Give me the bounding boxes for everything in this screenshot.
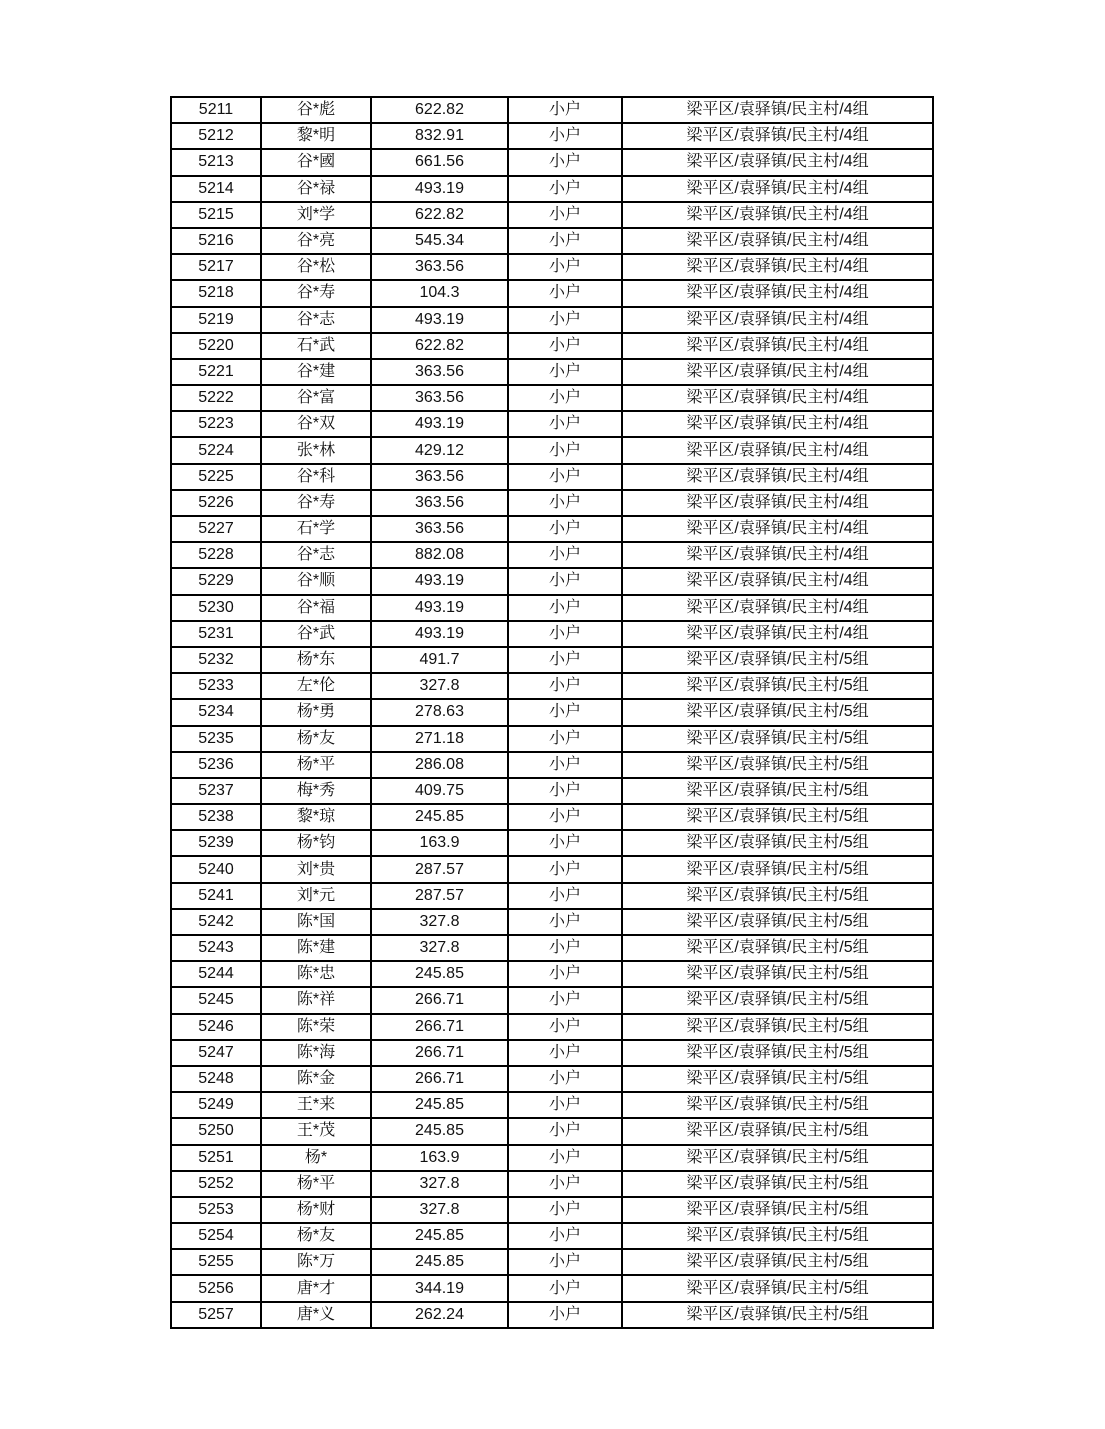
cell-household-type: 小户 bbox=[508, 909, 622, 935]
cell-address: 梁平区/袁驿镇/民主村/5组 bbox=[622, 830, 933, 856]
cell-amount: 363.56 bbox=[371, 254, 508, 280]
table-row bbox=[171, 647, 933, 673]
cell-amount: 327.8 bbox=[371, 935, 508, 961]
cell-household-type: 小户 bbox=[508, 1249, 622, 1275]
cell-household-type: 小户 bbox=[508, 359, 622, 385]
cell-address: 梁平区/袁驿镇/民主村/5组 bbox=[622, 1040, 933, 1066]
cell-household-type: 小户 bbox=[508, 542, 622, 568]
cell-amount: 622.82 bbox=[371, 97, 508, 123]
cell-address: 梁平区/袁驿镇/民主村/4组 bbox=[622, 97, 933, 123]
table-row bbox=[171, 961, 933, 987]
cell-household-type: 小户 bbox=[508, 437, 622, 463]
table-row bbox=[171, 568, 933, 594]
cell-serial-number: 5245 bbox=[171, 987, 261, 1013]
cell-serial-number: 5212 bbox=[171, 123, 261, 149]
table-row bbox=[171, 726, 933, 752]
cell-household-type: 小户 bbox=[508, 280, 622, 306]
cell-address: 梁平区/袁驿镇/民主村/4组 bbox=[622, 254, 933, 280]
cell-serial-number: 5240 bbox=[171, 856, 261, 882]
cell-household-type: 小户 bbox=[508, 1197, 622, 1223]
cell-household-type: 小户 bbox=[508, 411, 622, 437]
table-row bbox=[171, 1171, 933, 1197]
cell-address: 梁平区/袁驿镇/民主村/4组 bbox=[622, 411, 933, 437]
cell-serial-number: 5237 bbox=[171, 778, 261, 804]
cell-amount: 104.3 bbox=[371, 280, 508, 306]
cell-household-type: 小户 bbox=[508, 1145, 622, 1171]
cell-address: 梁平区/袁驿镇/民主村/5组 bbox=[622, 1092, 933, 1118]
cell-amount: 286.08 bbox=[371, 752, 508, 778]
cell-address: 梁平区/袁驿镇/民主村/4组 bbox=[622, 176, 933, 202]
cell-person-name: 陈*祥 bbox=[261, 987, 371, 1013]
cell-serial-number: 5253 bbox=[171, 1197, 261, 1223]
cell-person-name: 陈*建 bbox=[261, 935, 371, 961]
table-row bbox=[171, 1092, 933, 1118]
cell-household-type: 小户 bbox=[508, 961, 622, 987]
cell-household-type: 小户 bbox=[508, 673, 622, 699]
cell-person-name: 刘*贵 bbox=[261, 856, 371, 882]
table-row bbox=[171, 1197, 933, 1223]
cell-household-type: 小户 bbox=[508, 621, 622, 647]
cell-address: 梁平区/袁驿镇/民主村/5组 bbox=[622, 883, 933, 909]
cell-household-type: 小户 bbox=[508, 1171, 622, 1197]
cell-person-name: 唐*义 bbox=[261, 1302, 371, 1328]
table-row bbox=[171, 1066, 933, 1092]
cell-address: 梁平区/袁驿镇/民主村/4组 bbox=[622, 385, 933, 411]
cell-serial-number: 5215 bbox=[171, 202, 261, 228]
cell-household-type: 小户 bbox=[508, 752, 622, 778]
cell-address: 梁平区/袁驿镇/民主村/5组 bbox=[622, 1275, 933, 1301]
cell-amount: 493.19 bbox=[371, 307, 508, 333]
cell-serial-number: 5247 bbox=[171, 1040, 261, 1066]
cell-serial-number: 5249 bbox=[171, 1092, 261, 1118]
cell-amount: 622.82 bbox=[371, 202, 508, 228]
cell-serial-number: 5231 bbox=[171, 621, 261, 647]
cell-household-type: 小户 bbox=[508, 385, 622, 411]
cell-amount: 245.85 bbox=[371, 1249, 508, 1275]
cell-amount: 363.56 bbox=[371, 516, 508, 542]
cell-household-type: 小户 bbox=[508, 464, 622, 490]
table-row bbox=[171, 987, 933, 1013]
table-row bbox=[171, 621, 933, 647]
cell-address: 梁平区/袁驿镇/民主村/5组 bbox=[622, 1118, 933, 1144]
cell-serial-number: 5239 bbox=[171, 830, 261, 856]
cell-amount: 882.08 bbox=[371, 542, 508, 568]
table-row bbox=[171, 909, 933, 935]
cell-serial-number: 5236 bbox=[171, 752, 261, 778]
cell-serial-number: 5211 bbox=[171, 97, 261, 123]
cell-amount: 363.56 bbox=[371, 464, 508, 490]
cell-person-name: 刘*元 bbox=[261, 883, 371, 909]
cell-amount: 327.8 bbox=[371, 1171, 508, 1197]
cell-person-name: 谷*寿 bbox=[261, 490, 371, 516]
cell-household-type: 小户 bbox=[508, 883, 622, 909]
cell-serial-number: 5214 bbox=[171, 176, 261, 202]
table-row bbox=[171, 935, 933, 961]
table-row bbox=[171, 752, 933, 778]
cell-address: 梁平区/袁驿镇/民主村/5组 bbox=[622, 935, 933, 961]
cell-amount: 266.71 bbox=[371, 1014, 508, 1040]
cell-serial-number: 5238 bbox=[171, 804, 261, 830]
table-row bbox=[171, 437, 933, 463]
cell-amount: 661.56 bbox=[371, 149, 508, 175]
cell-address: 梁平区/袁驿镇/民主村/4组 bbox=[622, 202, 933, 228]
cell-serial-number: 5230 bbox=[171, 595, 261, 621]
cell-person-name: 唐*才 bbox=[261, 1275, 371, 1301]
cell-address: 梁平区/袁驿镇/民主村/4组 bbox=[622, 516, 933, 542]
cell-amount: 327.8 bbox=[371, 673, 508, 699]
cell-address: 梁平区/袁驿镇/民主村/5组 bbox=[622, 752, 933, 778]
cell-address: 梁平区/袁驿镇/民主村/5组 bbox=[622, 647, 933, 673]
cell-amount: 163.9 bbox=[371, 1145, 508, 1171]
cell-serial-number: 5220 bbox=[171, 333, 261, 359]
cell-amount: 363.56 bbox=[371, 385, 508, 411]
cell-amount: 327.8 bbox=[371, 1197, 508, 1223]
cell-serial-number: 5218 bbox=[171, 280, 261, 306]
cell-serial-number: 5242 bbox=[171, 909, 261, 935]
cell-household-type: 小户 bbox=[508, 202, 622, 228]
cell-amount: 493.19 bbox=[371, 411, 508, 437]
cell-household-type: 小户 bbox=[508, 935, 622, 961]
table-row bbox=[171, 1249, 933, 1275]
cell-amount: 344.19 bbox=[371, 1275, 508, 1301]
table-row bbox=[171, 490, 933, 516]
cell-person-name: 谷*武 bbox=[261, 621, 371, 647]
cell-household-type: 小户 bbox=[508, 176, 622, 202]
cell-amount: 545.34 bbox=[371, 228, 508, 254]
cell-address: 梁平区/袁驿镇/民主村/5组 bbox=[622, 673, 933, 699]
cell-household-type: 小户 bbox=[508, 830, 622, 856]
cell-household-type: 小户 bbox=[508, 1066, 622, 1092]
cell-amount: 278.63 bbox=[371, 699, 508, 725]
cell-address: 梁平区/袁驿镇/民主村/5组 bbox=[622, 961, 933, 987]
cell-person-name: 梅*秀 bbox=[261, 778, 371, 804]
cell-amount: 163.9 bbox=[371, 830, 508, 856]
table-row bbox=[171, 228, 933, 254]
cell-address: 梁平区/袁驿镇/民主村/4组 bbox=[622, 280, 933, 306]
cell-serial-number: 5246 bbox=[171, 1014, 261, 1040]
table-row bbox=[171, 411, 933, 437]
cell-serial-number: 5257 bbox=[171, 1302, 261, 1328]
table-row bbox=[171, 1275, 933, 1301]
cell-serial-number: 5243 bbox=[171, 935, 261, 961]
cell-serial-number: 5229 bbox=[171, 568, 261, 594]
table-row bbox=[171, 830, 933, 856]
cell-serial-number: 5227 bbox=[171, 516, 261, 542]
table-row bbox=[171, 1040, 933, 1066]
cell-person-name: 谷*顺 bbox=[261, 568, 371, 594]
cell-amount: 245.85 bbox=[371, 1223, 508, 1249]
cell-amount: 493.19 bbox=[371, 176, 508, 202]
cell-person-name: 杨* bbox=[261, 1145, 371, 1171]
cell-address: 梁平区/袁驿镇/民主村/4组 bbox=[622, 228, 933, 254]
cell-serial-number: 5241 bbox=[171, 883, 261, 909]
cell-household-type: 小户 bbox=[508, 804, 622, 830]
cell-amount: 245.85 bbox=[371, 961, 508, 987]
cell-serial-number: 5235 bbox=[171, 726, 261, 752]
cell-amount: 266.71 bbox=[371, 1066, 508, 1092]
table-row bbox=[171, 123, 933, 149]
cell-household-type: 小户 bbox=[508, 726, 622, 752]
cell-person-name: 石*武 bbox=[261, 333, 371, 359]
cell-household-type: 小户 bbox=[508, 699, 622, 725]
cell-household-type: 小户 bbox=[508, 97, 622, 123]
table-row bbox=[171, 804, 933, 830]
cell-person-name: 杨*钧 bbox=[261, 830, 371, 856]
cell-amount: 245.85 bbox=[371, 804, 508, 830]
cell-person-name: 谷*富 bbox=[261, 385, 371, 411]
cell-address: 梁平区/袁驿镇/民主村/5组 bbox=[622, 909, 933, 935]
cell-serial-number: 5244 bbox=[171, 961, 261, 987]
cell-household-type: 小户 bbox=[508, 647, 622, 673]
table-row bbox=[171, 254, 933, 280]
cell-address: 梁平区/袁驿镇/民主村/5组 bbox=[622, 778, 933, 804]
cell-address: 梁平区/袁驿镇/民主村/5组 bbox=[622, 1302, 933, 1328]
cell-person-name: 王*茂 bbox=[261, 1118, 371, 1144]
cell-serial-number: 5224 bbox=[171, 437, 261, 463]
table-row bbox=[171, 673, 933, 699]
cell-person-name: 谷*志 bbox=[261, 542, 371, 568]
cell-person-name: 杨*平 bbox=[261, 752, 371, 778]
cell-household-type: 小户 bbox=[508, 1118, 622, 1144]
cell-serial-number: 5225 bbox=[171, 464, 261, 490]
cell-amount: 266.71 bbox=[371, 1040, 508, 1066]
cell-address: 梁平区/袁驿镇/民主村/5组 bbox=[622, 1171, 933, 1197]
cell-address: 梁平区/袁驿镇/民主村/4组 bbox=[622, 621, 933, 647]
cell-address: 梁平区/袁驿镇/民主村/5组 bbox=[622, 1249, 933, 1275]
cell-address: 梁平区/袁驿镇/民主村/4组 bbox=[622, 595, 933, 621]
cell-person-name: 杨*友 bbox=[261, 726, 371, 752]
cell-household-type: 小户 bbox=[508, 856, 622, 882]
cell-person-name: 黎*琼 bbox=[261, 804, 371, 830]
cell-address: 梁平区/袁驿镇/民主村/5组 bbox=[622, 1014, 933, 1040]
cell-amount: 832.91 bbox=[371, 123, 508, 149]
cell-household-type: 小户 bbox=[508, 1223, 622, 1249]
cell-amount: 287.57 bbox=[371, 883, 508, 909]
cell-amount: 409.75 bbox=[371, 778, 508, 804]
cell-household-type: 小户 bbox=[508, 987, 622, 1013]
cell-serial-number: 5255 bbox=[171, 1249, 261, 1275]
cell-person-name: 谷*科 bbox=[261, 464, 371, 490]
cell-amount: 493.19 bbox=[371, 621, 508, 647]
cell-serial-number: 5221 bbox=[171, 359, 261, 385]
cell-person-name: 陈*万 bbox=[261, 1249, 371, 1275]
cell-household-type: 小户 bbox=[508, 228, 622, 254]
cell-serial-number: 5256 bbox=[171, 1275, 261, 1301]
table-row bbox=[171, 1014, 933, 1040]
table-row bbox=[171, 516, 933, 542]
cell-address: 梁平区/袁驿镇/民主村/5组 bbox=[622, 856, 933, 882]
cell-amount: 262.24 bbox=[371, 1302, 508, 1328]
records-table bbox=[170, 96, 934, 1329]
cell-serial-number: 5252 bbox=[171, 1171, 261, 1197]
cell-address: 梁平区/袁驿镇/民主村/4组 bbox=[622, 333, 933, 359]
cell-person-name: 陈*忠 bbox=[261, 961, 371, 987]
table-row bbox=[171, 97, 933, 123]
table-row bbox=[171, 699, 933, 725]
cell-serial-number: 5248 bbox=[171, 1066, 261, 1092]
table-row bbox=[171, 202, 933, 228]
cell-address: 梁平区/袁驿镇/民主村/4组 bbox=[622, 149, 933, 175]
cell-household-type: 小户 bbox=[508, 1092, 622, 1118]
cell-address: 梁平区/袁驿镇/民主村/5组 bbox=[622, 1066, 933, 1092]
cell-person-name: 谷*禄 bbox=[261, 176, 371, 202]
cell-household-type: 小户 bbox=[508, 149, 622, 175]
cell-amount: 491.7 bbox=[371, 647, 508, 673]
cell-address: 梁平区/袁驿镇/民主村/4组 bbox=[622, 542, 933, 568]
table-row bbox=[171, 1118, 933, 1144]
cell-serial-number: 5228 bbox=[171, 542, 261, 568]
cell-address: 梁平区/袁驿镇/民主村/5组 bbox=[622, 1197, 933, 1223]
cell-serial-number: 5219 bbox=[171, 307, 261, 333]
cell-amount: 622.82 bbox=[371, 333, 508, 359]
table-row bbox=[171, 542, 933, 568]
table-row bbox=[171, 359, 933, 385]
cell-amount: 493.19 bbox=[371, 595, 508, 621]
cell-serial-number: 5222 bbox=[171, 385, 261, 411]
cell-address: 梁平区/袁驿镇/民主村/4组 bbox=[622, 123, 933, 149]
cell-address: 梁平区/袁驿镇/民主村/4组 bbox=[622, 359, 933, 385]
cell-serial-number: 5232 bbox=[171, 647, 261, 673]
cell-amount: 327.8 bbox=[371, 909, 508, 935]
cell-person-name: 谷*双 bbox=[261, 411, 371, 437]
table-row bbox=[171, 1302, 933, 1328]
cell-person-name: 谷*福 bbox=[261, 595, 371, 621]
cell-address: 梁平区/袁驿镇/民主村/5组 bbox=[622, 1145, 933, 1171]
cell-serial-number: 5250 bbox=[171, 1118, 261, 1144]
cell-serial-number: 5233 bbox=[171, 673, 261, 699]
cell-amount: 493.19 bbox=[371, 568, 508, 594]
cell-serial-number: 5217 bbox=[171, 254, 261, 280]
cell-person-name: 谷*彪 bbox=[261, 97, 371, 123]
table-row bbox=[171, 1223, 933, 1249]
cell-household-type: 小户 bbox=[508, 307, 622, 333]
cell-amount: 287.57 bbox=[371, 856, 508, 882]
cell-amount: 245.85 bbox=[371, 1092, 508, 1118]
records-table-body bbox=[171, 97, 933, 1328]
cell-serial-number: 5234 bbox=[171, 699, 261, 725]
cell-amount: 271.18 bbox=[371, 726, 508, 752]
table-row bbox=[171, 307, 933, 333]
cell-person-name: 刘*学 bbox=[261, 202, 371, 228]
cell-person-name: 杨*东 bbox=[261, 647, 371, 673]
table-row bbox=[171, 385, 933, 411]
cell-person-name: 左*伦 bbox=[261, 673, 371, 699]
cell-address: 梁平区/袁驿镇/民主村/5组 bbox=[622, 804, 933, 830]
cell-household-type: 小户 bbox=[508, 1302, 622, 1328]
cell-household-type: 小户 bbox=[508, 123, 622, 149]
cell-household-type: 小户 bbox=[508, 254, 622, 280]
cell-household-type: 小户 bbox=[508, 1040, 622, 1066]
cell-address: 梁平区/袁驿镇/民主村/4组 bbox=[622, 490, 933, 516]
table-row bbox=[171, 149, 933, 175]
cell-person-name: 杨*勇 bbox=[261, 699, 371, 725]
cell-household-type: 小户 bbox=[508, 1014, 622, 1040]
cell-person-name: 杨*友 bbox=[261, 1223, 371, 1249]
cell-person-name: 谷*建 bbox=[261, 359, 371, 385]
table-row bbox=[171, 280, 933, 306]
table-row bbox=[171, 595, 933, 621]
cell-person-name: 杨*财 bbox=[261, 1197, 371, 1223]
cell-address: 梁平区/袁驿镇/民主村/4组 bbox=[622, 464, 933, 490]
cell-person-name: 石*学 bbox=[261, 516, 371, 542]
table-row bbox=[171, 176, 933, 202]
cell-address: 梁平区/袁驿镇/民主村/4组 bbox=[622, 307, 933, 333]
table-row bbox=[171, 1145, 933, 1171]
cell-amount: 363.56 bbox=[371, 490, 508, 516]
cell-person-name: 陈*国 bbox=[261, 909, 371, 935]
cell-household-type: 小户 bbox=[508, 568, 622, 594]
cell-household-type: 小户 bbox=[508, 333, 622, 359]
table-row bbox=[171, 883, 933, 909]
cell-household-type: 小户 bbox=[508, 490, 622, 516]
cell-person-name: 谷*亮 bbox=[261, 228, 371, 254]
cell-serial-number: 5254 bbox=[171, 1223, 261, 1249]
cell-person-name: 谷*松 bbox=[261, 254, 371, 280]
cell-amount: 429.12 bbox=[371, 437, 508, 463]
cell-address: 梁平区/袁驿镇/民主村/4组 bbox=[622, 568, 933, 594]
cell-serial-number: 5213 bbox=[171, 149, 261, 175]
cell-person-name: 谷*國 bbox=[261, 149, 371, 175]
cell-household-type: 小户 bbox=[508, 595, 622, 621]
cell-household-type: 小户 bbox=[508, 778, 622, 804]
cell-person-name: 杨*平 bbox=[261, 1171, 371, 1197]
cell-address: 梁平区/袁驿镇/民主村/4组 bbox=[622, 437, 933, 463]
cell-amount: 245.85 bbox=[371, 1118, 508, 1144]
cell-amount: 363.56 bbox=[371, 359, 508, 385]
table-row bbox=[171, 464, 933, 490]
cell-serial-number: 5251 bbox=[171, 1145, 261, 1171]
cell-amount: 266.71 bbox=[371, 987, 508, 1013]
cell-serial-number: 5216 bbox=[171, 228, 261, 254]
cell-address: 梁平区/袁驿镇/民主村/5组 bbox=[622, 726, 933, 752]
cell-address: 梁平区/袁驿镇/民主村/5组 bbox=[622, 699, 933, 725]
cell-household-type: 小户 bbox=[508, 1275, 622, 1301]
cell-address: 梁平区/袁驿镇/民主村/5组 bbox=[622, 1223, 933, 1249]
cell-person-name: 谷*寿 bbox=[261, 280, 371, 306]
cell-serial-number: 5223 bbox=[171, 411, 261, 437]
cell-person-name: 陈*荣 bbox=[261, 1014, 371, 1040]
cell-address: 梁平区/袁驿镇/民主村/5组 bbox=[622, 987, 933, 1013]
cell-person-name: 张*林 bbox=[261, 437, 371, 463]
table-row bbox=[171, 778, 933, 804]
table-row bbox=[171, 856, 933, 882]
cell-person-name: 王*来 bbox=[261, 1092, 371, 1118]
cell-household-type: 小户 bbox=[508, 516, 622, 542]
cell-person-name: 谷*志 bbox=[261, 307, 371, 333]
table-row bbox=[171, 333, 933, 359]
cell-serial-number: 5226 bbox=[171, 490, 261, 516]
cell-person-name: 陈*海 bbox=[261, 1040, 371, 1066]
cell-person-name: 黎*明 bbox=[261, 123, 371, 149]
cell-person-name: 陈*金 bbox=[261, 1066, 371, 1092]
